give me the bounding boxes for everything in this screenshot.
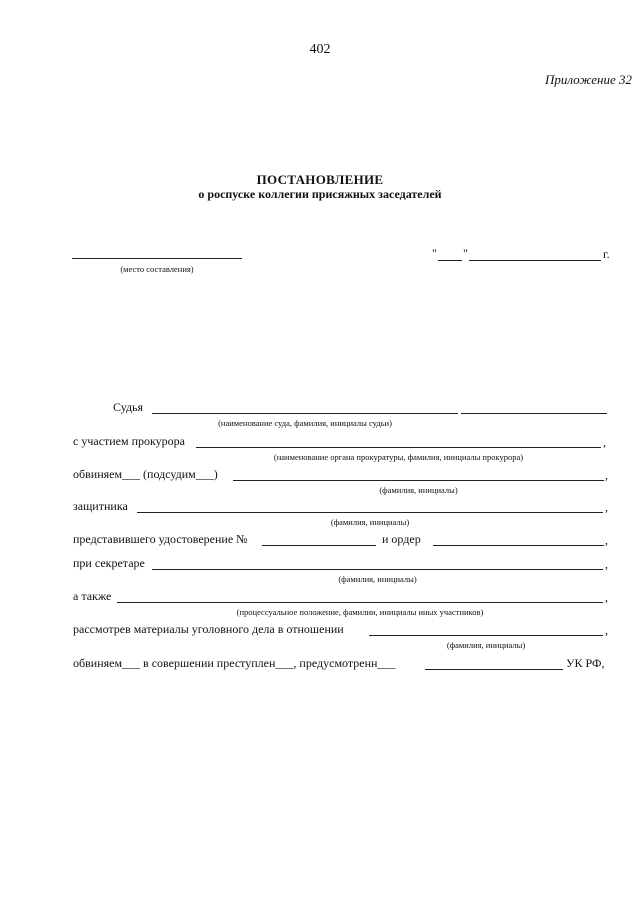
judge-label: Судья <box>113 400 144 414</box>
certificate-end: , <box>605 533 608 547</box>
secretary-caption: (фамилия, инициалы) <box>338 574 417 584</box>
defender-caption: (фамилия, инициалы) <box>330 517 410 527</box>
place-caption: (место составления) <box>120 264 194 274</box>
prosecutor-end: , <box>603 435 606 449</box>
accused-field[interactable] <box>233 480 604 481</box>
accused-caption: (фамилия, инициалы) <box>379 485 458 495</box>
page-number: 402 <box>309 42 331 57</box>
prosecutor-field[interactable] <box>196 447 601 448</box>
also-label: а также <box>73 589 112 603</box>
date-quote-open: " <box>432 246 437 260</box>
document-subtitle: о роспуске коллегии присяжных заседателей <box>198 187 442 201</box>
charge-article-field[interactable] <box>425 669 563 670</box>
order-label: и ордер <box>382 532 421 546</box>
judge-field[interactable] <box>152 413 458 414</box>
secretary-label: при секретаре <box>73 556 145 570</box>
place-field[interactable] <box>72 258 242 259</box>
date-quote-close: " <box>463 246 468 260</box>
materials-end: , <box>605 623 608 637</box>
defender-end: , <box>605 500 608 514</box>
certificate-label: представившего удостоверение № <box>73 532 248 546</box>
date-year-suffix: г. <box>603 247 610 261</box>
charge-end: УК РФ, <box>566 656 605 670</box>
judge-caption: (наименование суда, фамилия, инициалы судьи) <box>218 418 392 428</box>
document-title: ПОСТАНОВЛЕНИЕ <box>256 172 384 187</box>
materials-caption: (фамилия, инициалы) <box>446 640 526 650</box>
materials-field[interactable] <box>369 635 603 636</box>
also-end: , <box>605 590 608 604</box>
prosecutor-caption: (наименование органа прокуратуры, фамилия, инициалы прокурора) <box>273 452 524 462</box>
accused-end: , <box>605 468 608 482</box>
appendix-label: Приложение 32 <box>544 72 632 87</box>
accused-label: обвиняем___ (подсудим___) <box>73 467 218 481</box>
materials-label: рассмотрев материалы уголовного дела в отношении <box>73 622 344 636</box>
secretary-end: , <box>605 557 608 571</box>
judge-field-extra[interactable] <box>461 413 607 414</box>
secretary-field[interactable] <box>152 569 603 570</box>
date-month-year-field[interactable] <box>469 260 601 261</box>
prosecutor-label: с участием прокурора <box>73 434 186 448</box>
defender-label: защитника <box>73 499 128 513</box>
order-field[interactable] <box>433 545 604 546</box>
certificate-number-field[interactable] <box>262 545 376 546</box>
charge-label: обвиняем___ в совершении преступлен___, предусмотренн___ <box>73 656 396 670</box>
defender-field[interactable] <box>137 512 603 513</box>
also-caption: (процессуальное положение, фамилии, инициалы иных участников) <box>236 607 484 617</box>
date-day-field[interactable] <box>438 260 462 261</box>
also-field[interactable] <box>117 602 603 603</box>
